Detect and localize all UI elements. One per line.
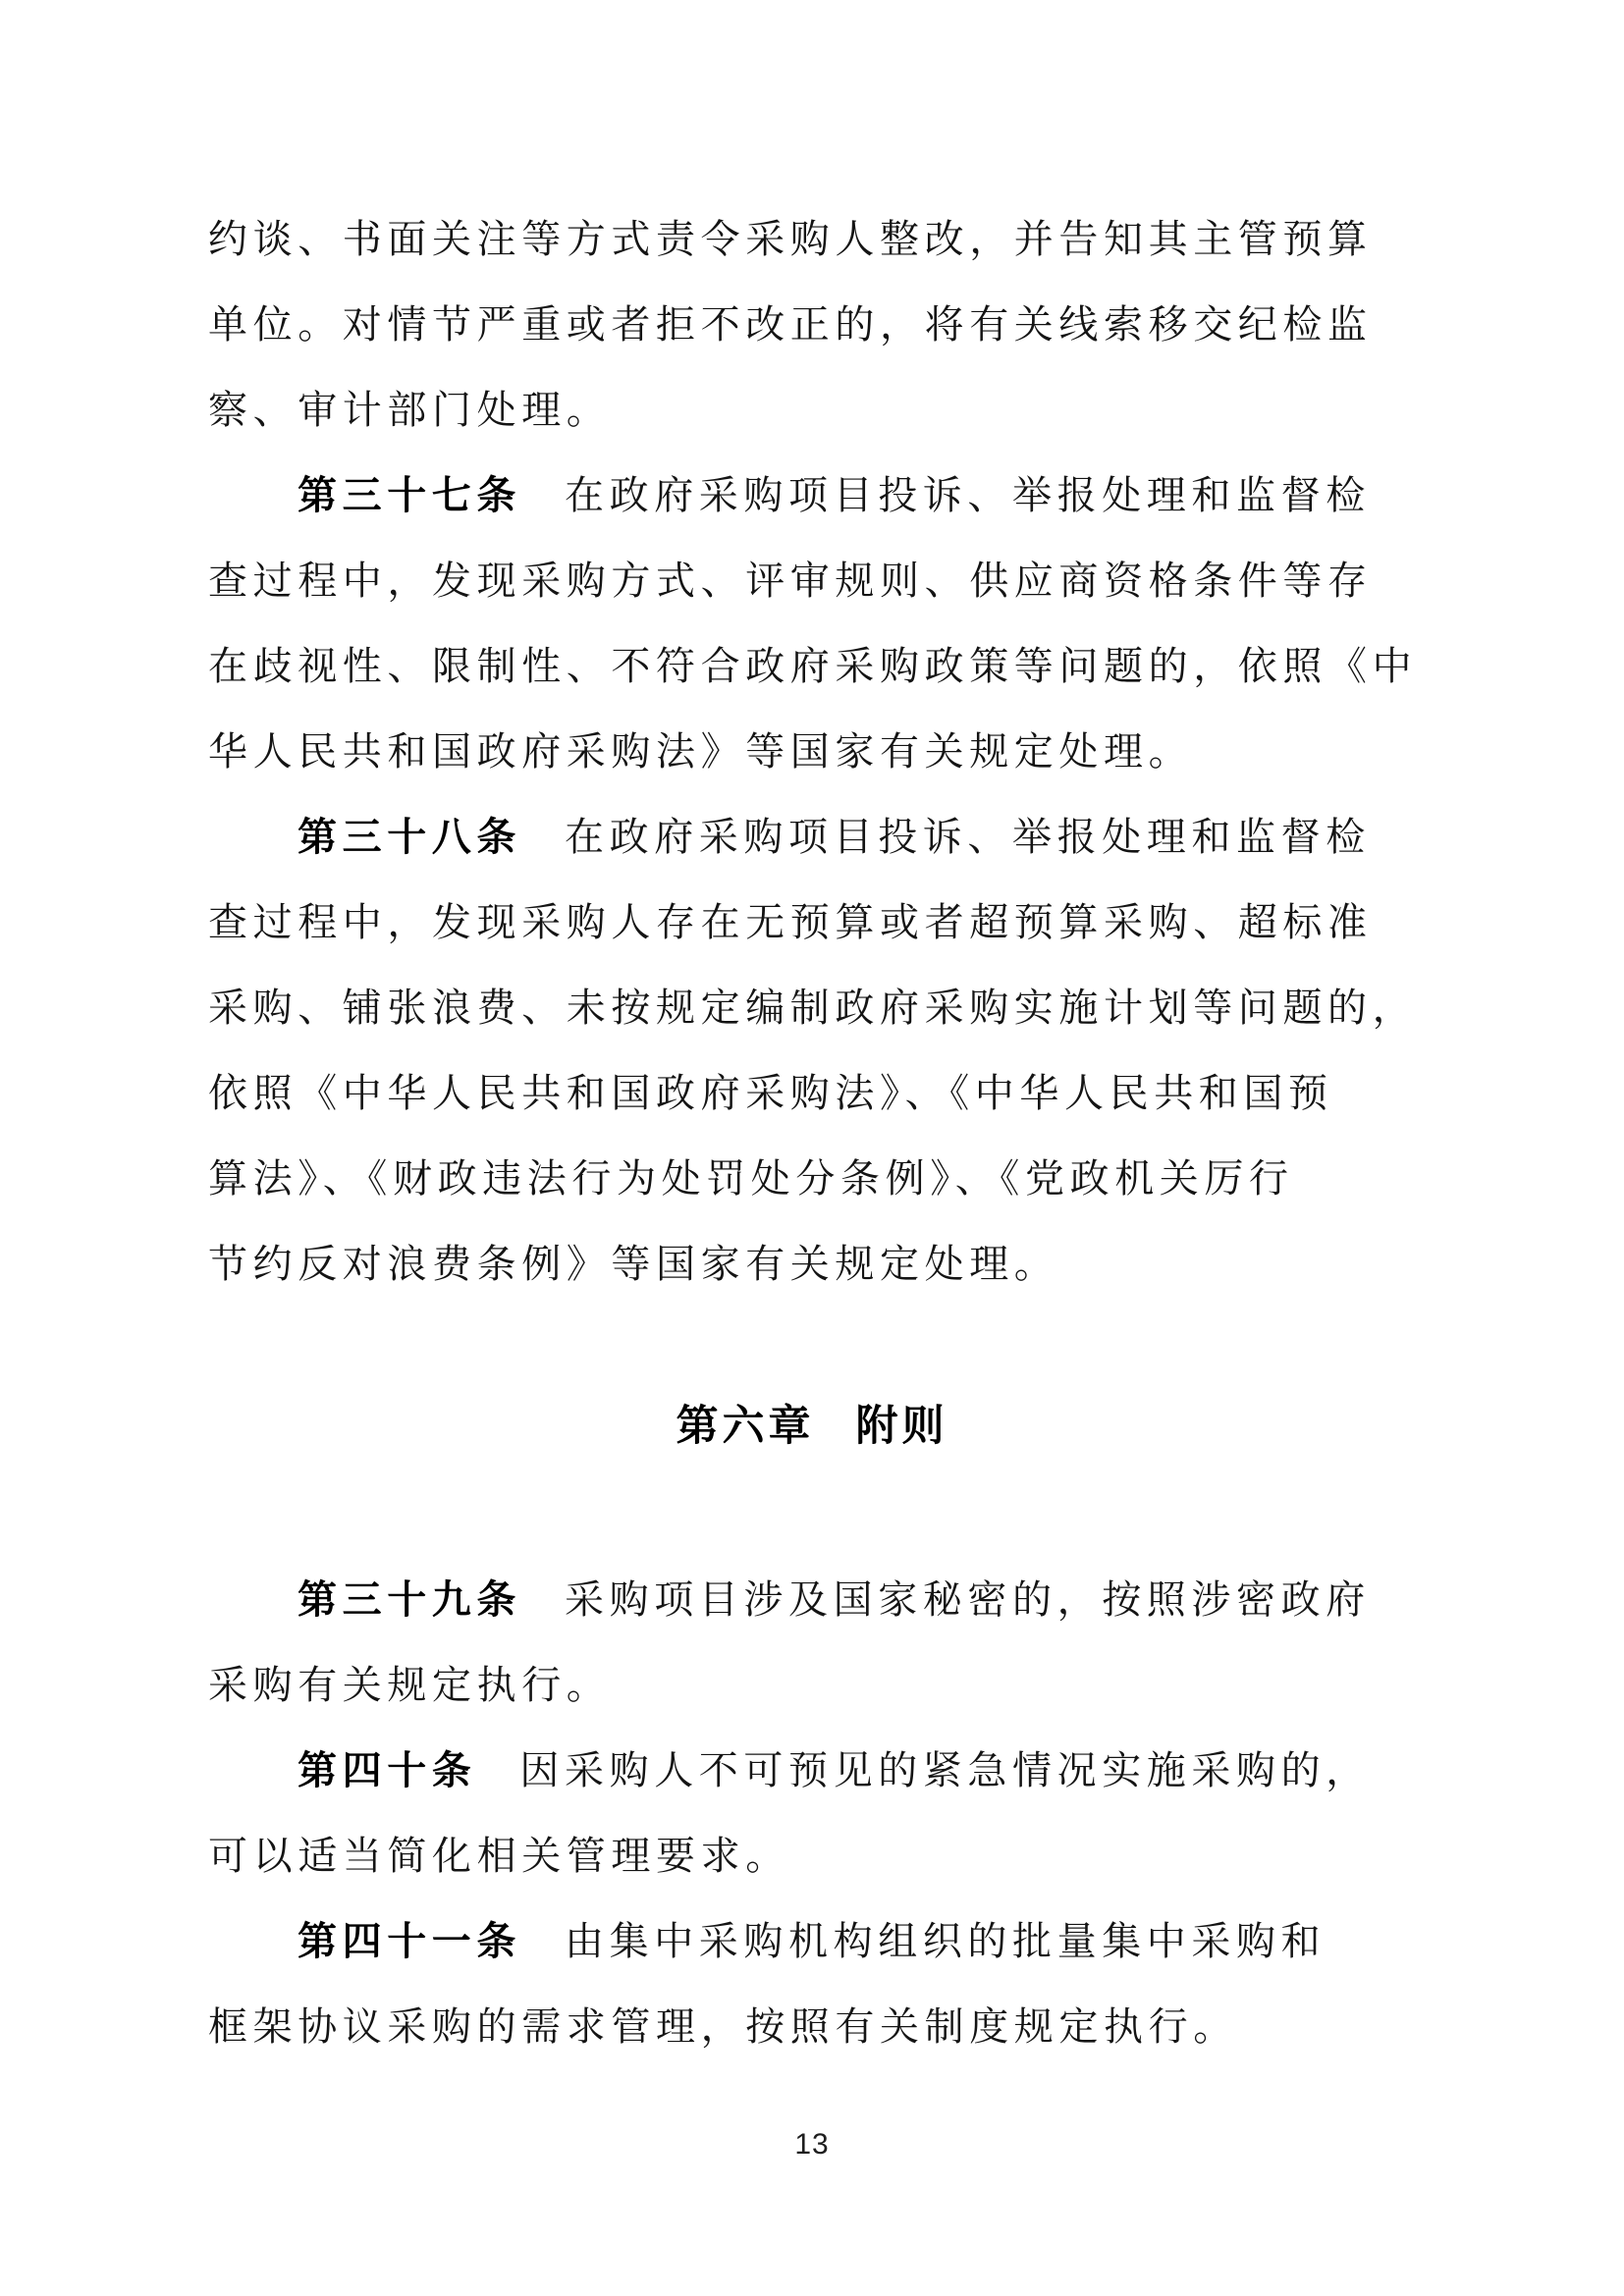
page-number: 13 <box>794 2128 830 2161</box>
text-line: 察、审计部门处理。 <box>208 388 612 432</box>
text-line: 查过程中，发现采购方式、评审规则、供应商资格条件等存 <box>208 559 1373 603</box>
text-line: 算法》、《财政违法行为处罚处分条例》、《党政机关厉行 <box>208 1156 1294 1201</box>
chapter-heading <box>0 1384 1624 1469</box>
text-line: 框架协议采购的需求管理，按照有关制度规定执行。 <box>208 2004 1238 2049</box>
text-line: 可以适当简化相关管理要求。 <box>208 1834 790 1878</box>
body-text-lower <box>208 1557 1386 2069</box>
text-line-article-37-start <box>208 453 1386 538</box>
text-line-article-40-start <box>208 1728 1386 1813</box>
article-number-38: 第三十八条 <box>298 816 521 859</box>
article-text: 因采购人不可预见的紧急情况实施采购的， <box>519 1748 1371 1792</box>
text-line-article-39-start <box>208 1557 1386 1642</box>
text-line: 单位。对情节严重或者拒不改正的，将有关线索移交纪检监 <box>208 302 1373 347</box>
text-line: 节约反对浪费条例》等国家有关规定处理。 <box>208 1242 1059 1286</box>
article-text: 在政府采购项目投诉、举报处理和监督检 <box>565 473 1371 517</box>
chapter-title: 附则 <box>855 1403 948 1450</box>
text-line: 在歧视性、限制性、不符合政府采购政策等问题的，依照《中 <box>208 644 1418 688</box>
chapter-number: 第六章 <box>676 1403 815 1450</box>
text-line: 采购有关规定执行。 <box>208 1663 612 1707</box>
article-number-39: 第三十九条 <box>298 1578 521 1622</box>
article-number-37: 第三十七条 <box>298 474 521 517</box>
body-text-upper <box>208 196 1418 1307</box>
text-line: 约谈、书面关注等方式责令采购人整改，并告知其主管预算 <box>208 217 1373 261</box>
text-line: 采购、铺张浪费、未按规定编制政府采购实施计划等问题的， <box>208 986 1418 1030</box>
article-number-41: 第四十一条 <box>298 1920 521 1963</box>
text-line-article-41-start <box>208 1898 1386 1984</box>
article-text: 在政府采购项目投诉、举报处理和监督检 <box>565 815 1371 859</box>
article-number-40: 第四十条 <box>298 1749 477 1792</box>
text-line: 依照《中华人民共和国政府采购法》、《中华人民共和国预 <box>208 1071 1333 1115</box>
article-text: 采购项目涉及国家秘密的，按照涉密政府 <box>565 1577 1371 1622</box>
text-line: 查过程中，发现采购人存在无预算或者超预算采购、超标准 <box>208 900 1373 944</box>
text-line: 华人民共和国政府采购法》等国家有关规定处理。 <box>208 729 1194 774</box>
article-text: 由集中采购机构组织的批量集中采购和 <box>565 1919 1326 1963</box>
text-line-article-38-start <box>208 794 1386 880</box>
